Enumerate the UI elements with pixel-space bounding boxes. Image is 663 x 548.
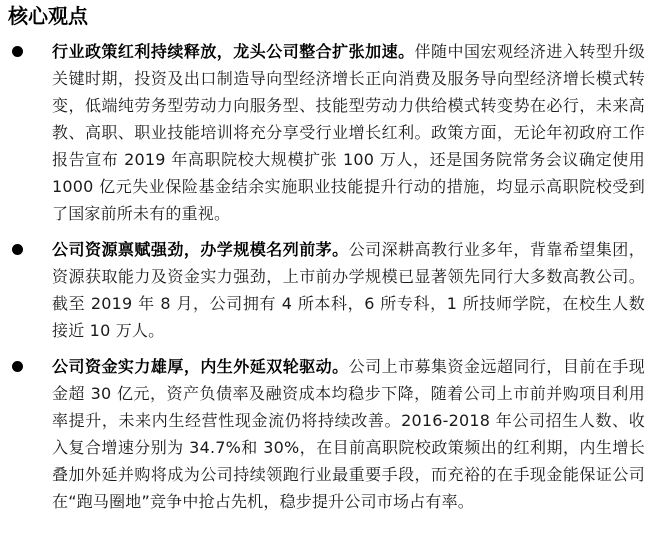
key-point-item (0, 353, 663, 515)
bullet-dot-icon (12, 46, 23, 57)
bullet-dot-icon (12, 244, 23, 255)
key-point-lead: 公司资金实力雄厚，内生外延双轮驱动。 (52, 357, 349, 376)
key-point-lead: 公司资源禀赋强劲，办学规模名列前茅。 (52, 240, 349, 259)
key-point-lead: 行业政策红利持续释放，龙头公司整合扩张加速。 (52, 42, 415, 61)
key-point-body: 公司上市募集资金远超同行，目前在手现金超 30 亿元，资产负债率及融资成本均稳步下降，随着公司上市前并购项目利用率提升，未来内生经营性现金流仍将持续改善。2016-2018 年公司招生人数、收入复合增速分别为 34.7%和 30%，在目前高职院校政策频出的红利期，内生增长叠加外延并购将成为公司持续领跑行业最重要手段，而充裕的在手现金能保证公司在“跑马圈地”竞争中抢占先机，稳步提升公司市场占有率。 (52, 357, 645, 511)
key-point-item (0, 38, 663, 227)
key-point-item (0, 236, 663, 344)
section-heading: 核心观点 (8, 4, 88, 28)
key-point-body: 公司深耕高教行业多年，背靠希望集团，资源获取能力及资金实力强劲，上市前办学规模已显著领先同行大多数高教公司。截至 2019 年 8 月，公司拥有 4 所本科，6 所专科，1 所技师学院，在校生人数接近 10 万人。 (52, 240, 645, 340)
key-point-body: 伴随中国宏观经济进入转型升级关键时期，投资及出口制造导向型经济增长正向消费及服务导向型经济增长模式转变，低端纯劳务型劳动力向服务型、技能型劳动力供给模式转变势在必行，未来高教、高职、职业技能培训将充分享受行业增长红利。政策方面，无论年初政府工作报告宣布 2019 年高职院校大规模扩张 100 万人，还是国务院常务会议确定使用 1000 亿元失业保险基金结余实施职业技能提升行动的措施，均显示高职院校受到了国家前所未有的重视。 (52, 42, 645, 223)
key-points-list (0, 38, 663, 524)
bullet-dot-icon (12, 361, 23, 372)
